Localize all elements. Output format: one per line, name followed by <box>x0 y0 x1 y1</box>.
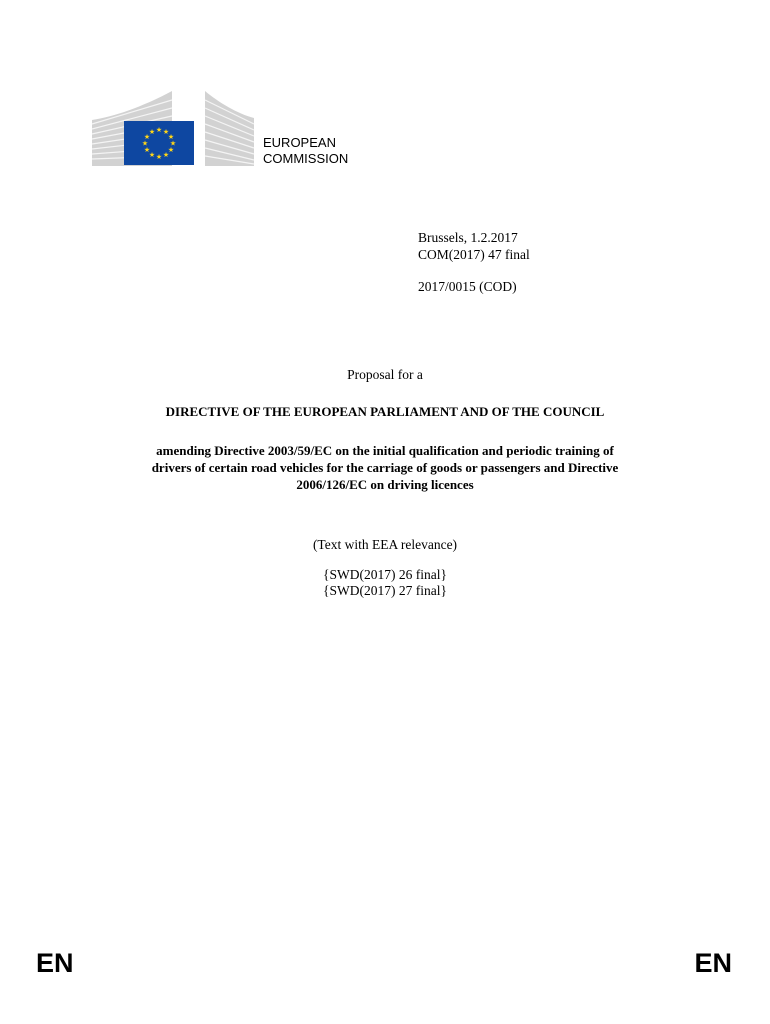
svg-text:★: ★ <box>162 128 170 136</box>
svg-text:★: ★ <box>143 146 151 154</box>
svg-text:★: ★ <box>143 133 151 141</box>
svg-text:★: ★ <box>148 128 156 136</box>
eea-relevance-note: (Text with EEA relevance) <box>312 537 458 552</box>
org-name-line-1: EUROPEAN <box>263 135 336 150</box>
org-name-line-2: COMMISSION <box>263 151 349 166</box>
svg-text:★: ★ <box>167 146 175 154</box>
language-code-right: EN <box>694 948 732 978</box>
svg-text:★: ★ <box>167 133 175 141</box>
svg-text:★: ★ <box>169 139 177 148</box>
place-date: Brussels, 1.2.2017 <box>418 230 518 245</box>
swd-reference: {SWD(2017) 26 final} <box>323 567 447 582</box>
svg-text:★: ★ <box>162 151 170 159</box>
eu-flag-icon <box>124 121 194 165</box>
procedure-number: 2017/0015 (COD) <box>418 279 517 294</box>
proposal-label: Proposal for a <box>347 367 423 382</box>
subject-line: 2006/126/EC on driving licences <box>296 477 474 492</box>
svg-text:★: ★ <box>148 151 156 159</box>
com-number: COM(2017) 47 final <box>418 247 530 262</box>
organisation-name <box>263 135 348 167</box>
document-meta <box>418 229 530 295</box>
language-code-left: EN <box>36 948 74 978</box>
svg-text:★: ★ <box>141 139 149 148</box>
document-subject <box>0 442 770 493</box>
swd-reference: {SWD(2017) 27 final} <box>323 583 447 598</box>
european-commission-logo <box>88 88 258 168</box>
subject-line: amending Directive 2003/59/EC on the initial qualification and periodic training of <box>156 443 614 458</box>
document-type-title: DIRECTIVE OF THE EUROPEAN PARLIAMENT AND OF THE COUNCIL <box>165 404 605 419</box>
subject-line: drivers of certain road vehicles for the carriage of goods or passengers and Directive <box>151 460 619 475</box>
swd-references <box>0 567 770 599</box>
svg-text:★: ★ <box>155 153 163 161</box>
svg-text:★: ★ <box>155 126 163 134</box>
